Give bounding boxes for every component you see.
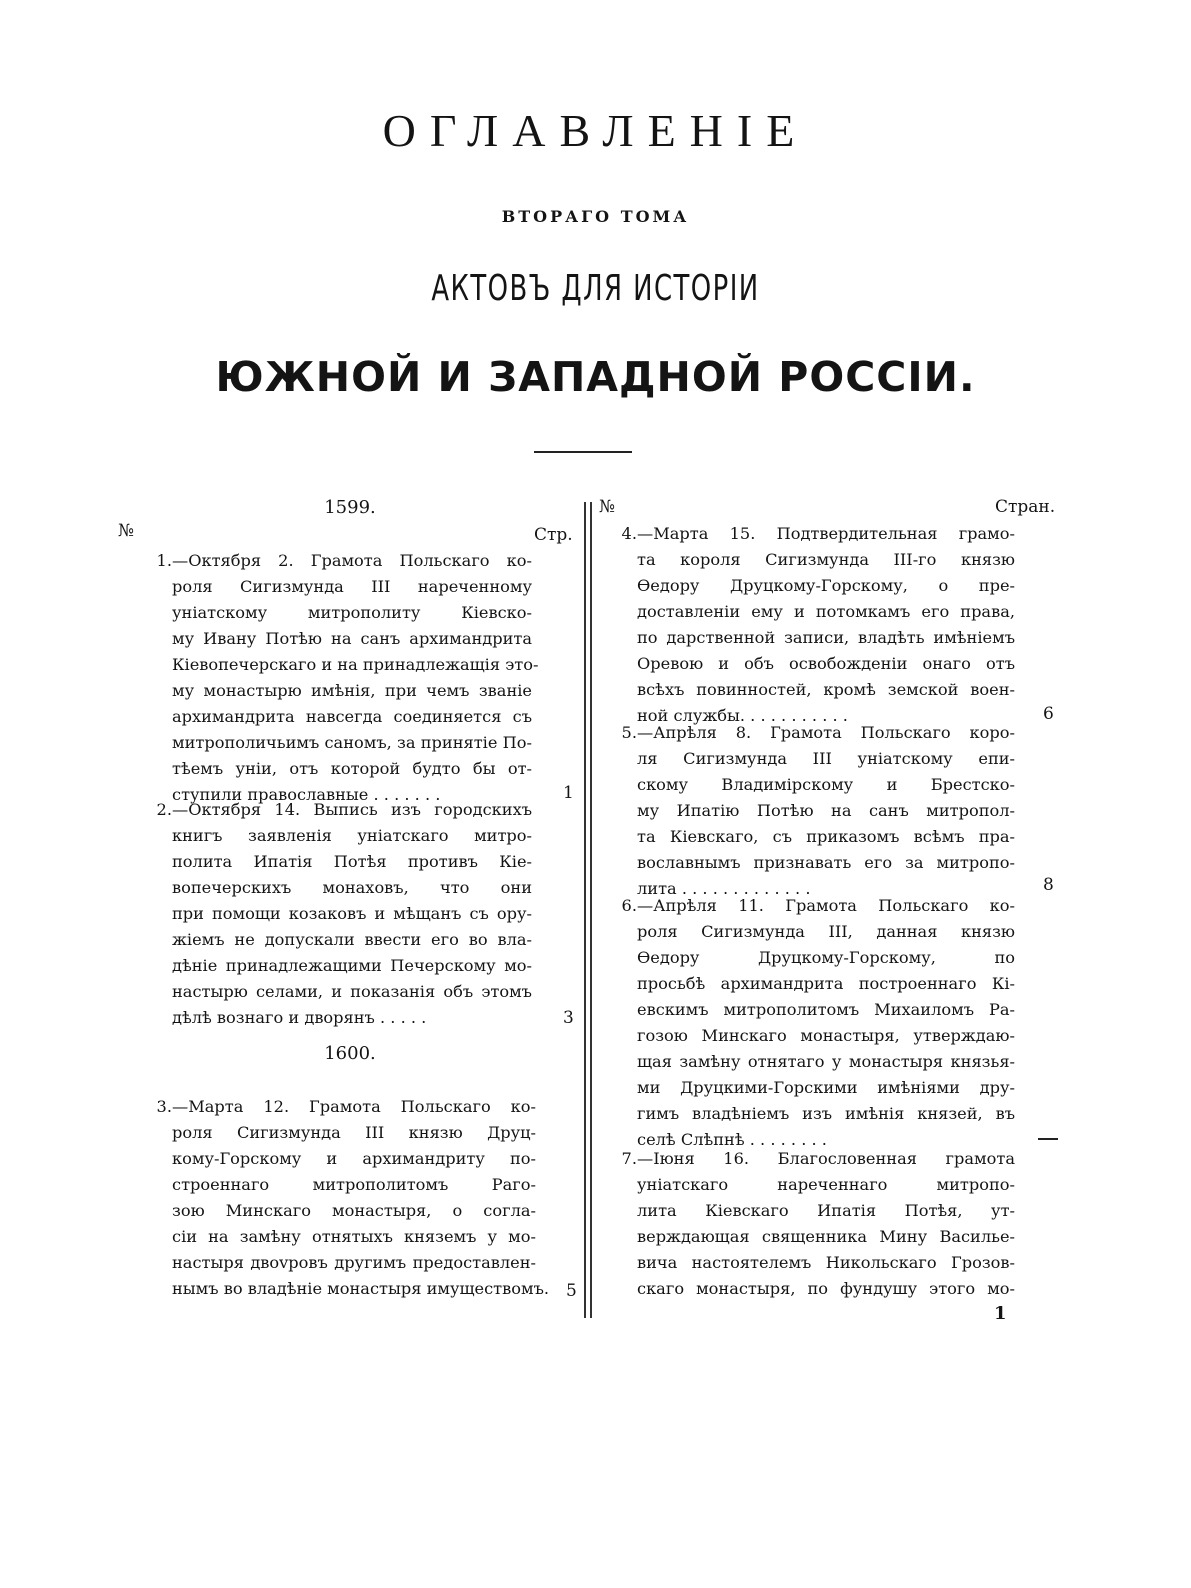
entry-line: дѣніе принадлежащими Печерскому мо- xyxy=(172,956,532,975)
toc-entry-4 xyxy=(0,521,1191,731)
entry-page-dash xyxy=(1038,1138,1058,1140)
entry-page-number: 5 xyxy=(566,1281,577,1301)
entry-line: лита . . . . . . . . . . . . . xyxy=(637,879,811,898)
entry-line: по дарственной записи, владѣть имѣніемъ xyxy=(637,628,1015,647)
entry-line: ми Друцкими-Горскими имѣніями дру- xyxy=(637,1078,1015,1097)
entry-line: настыря двоvровъ другимъ предоставлен- xyxy=(172,1253,536,1272)
entry-line: настырю селами, и показанія объ этомъ xyxy=(172,982,532,1001)
entry-line: сіи на замѣну отнятыхъ княземъ у мо- xyxy=(172,1227,536,1246)
entry-number: 5. xyxy=(621,723,637,742)
entry-line: —Апрѣля 11. Грамота Польскаго ко- xyxy=(637,896,1015,915)
entry-line: му Ипатію Потѣю на санъ митропол- xyxy=(637,801,1015,820)
entry-line: при помощи козаковъ и мѣщанъ съ ору- xyxy=(172,904,532,923)
entry-line: митрополичьимъ саномъ, за принятіе По- xyxy=(172,733,532,752)
right-page-label: Стран. xyxy=(995,497,1056,517)
volume-subtitle: ВТОРАГО ТОМА xyxy=(501,207,690,226)
entry-line: му Ивану Потѣю на санъ архимандрита xyxy=(172,629,532,648)
entry-line: тѣемъ уніи, отъ которой будто бы от- xyxy=(172,759,532,778)
year-heading-1599: 1599. xyxy=(324,497,376,518)
year-heading-1600: 1600. xyxy=(324,1043,376,1064)
entry-page-number: 8 xyxy=(1043,875,1054,895)
entry-line: дѣлѣ вознаго и дворянъ . . . . . xyxy=(172,1008,427,1027)
left-page-label: Стр. xyxy=(534,525,573,545)
entry-line: Ѳедору Друцкому-Горскому, по xyxy=(637,948,1015,967)
entry-line: Оревою и объ освобожденіи онаго отъ xyxy=(637,654,1015,673)
entry-number: 3. xyxy=(156,1097,172,1116)
entry-line: —Октября 2. Грамота Польскаго ко- xyxy=(172,551,532,570)
entry-line: та короля Сигизмунда III-го князю xyxy=(637,550,1015,569)
entry-line: му монастырю имѣнія, при чемъ званіе xyxy=(172,681,532,700)
entry-line: книгъ заявленія уніатскаго митро- xyxy=(172,826,532,845)
entry-page-number: 3 xyxy=(563,1008,574,1028)
entry-line: просьбѣ архимандрита построеннаго Кі- xyxy=(637,974,1015,993)
entry-line: кому-Горскому и архимандриту по- xyxy=(172,1149,536,1168)
entry-page-number: 1 xyxy=(563,783,574,803)
series-subtitle: АКТОВЪ ДЛЯ ИСТОРІИ xyxy=(431,268,760,309)
toc-entry-6 xyxy=(0,893,1191,1155)
entry-line: ля Сигизмунда III уніатскому епи- xyxy=(637,749,1015,768)
entry-line: доставленіи ему и потомкамъ его права, xyxy=(637,602,1015,621)
left-number-label: № xyxy=(118,521,135,541)
entry-line: скому Владимірскому и Брестско- xyxy=(637,775,1015,794)
entry-line: роля Сигизмунда III, данная князю xyxy=(637,922,1015,941)
entry-line: всѣхъ повинностей, кромѣ земской воен- xyxy=(637,680,1015,699)
entry-line: щая замѣну отнятаго у монастыря князья- xyxy=(637,1052,1015,1071)
entry-line: —Апрѣля 8. Грамота Польскаго коро- xyxy=(637,723,1015,742)
entry-number: 6. xyxy=(621,896,637,915)
entry-line: та Кіевскаго, съ приказомъ всѣмъ пра- xyxy=(637,827,1015,846)
entry-line: роля Сигизмунда III князю Друц- xyxy=(172,1123,536,1142)
entry-line: —Марта 12. Грамота Польскаго ко- xyxy=(172,1097,536,1116)
entry-line: уніатскаго нареченнаго митропо- xyxy=(637,1175,1015,1194)
entry-line: селѣ Слѣпнѣ . . . . . . . . xyxy=(637,1130,827,1149)
entry-line: верждающая священника Мину Василье- xyxy=(637,1227,1015,1246)
signature-mark: 1 xyxy=(994,1303,1007,1324)
entry-line: гозою Минскаго монастыря, утверждаю- xyxy=(637,1026,1015,1045)
entry-line: жіемъ не допускали ввести его во вла- xyxy=(172,930,532,949)
entry-number: 2. xyxy=(156,800,172,819)
document-title: ОГЛАВЛЕНІЕ xyxy=(382,105,809,156)
toc-entry-5 xyxy=(0,720,1191,906)
entry-line: гимъ владѣніемъ изъ имѣнія князей, въ xyxy=(637,1104,1015,1123)
entry-line: уніатскому митрополиту Кіевско- xyxy=(172,603,532,622)
entry-line: скаго монастыря, по фундушу этого мо- xyxy=(637,1279,1015,1298)
entry-line: —Марта 15. Подтвердительная грамо- xyxy=(637,524,1015,543)
entry-line: —Іюня 16. Благословенная грамота xyxy=(637,1149,1015,1168)
title-divider xyxy=(534,451,632,453)
entry-number: 4. xyxy=(621,524,637,543)
entry-page-number: 6 xyxy=(1043,704,1054,724)
entry-line: архимандрита навсегда соединяется съ xyxy=(172,707,532,726)
entry-line: зою Минскаго монастыря, о согла- xyxy=(172,1201,536,1220)
region-subtitle: ЮЖНОЙ И ЗАПАДНОЙ РОССІИ. xyxy=(215,353,976,401)
entry-line: —Октября 14. Выпись изъ городскихъ xyxy=(172,800,532,819)
toc-entry-7 xyxy=(0,1146,1191,1302)
entry-line: Кіевопечерскаго и на принадлежащія это- xyxy=(172,655,539,674)
entry-line: вославнымъ признавать его за митропо- xyxy=(637,853,1015,872)
entry-line: роля Сигизмунда III нареченному xyxy=(172,577,532,596)
entry-line: нымъ во владѣніе монастыря имуществомъ. xyxy=(172,1279,550,1298)
entry-line: строеннаго митрополитомъ Раго- xyxy=(172,1175,536,1194)
entry-line: вопечерскихъ монаховъ, что они xyxy=(172,878,532,897)
entry-number: 7. xyxy=(621,1149,637,1168)
entry-line: Ѳедору Друцкому-Горскому, о пре- xyxy=(637,576,1015,595)
entry-line: ступили православные . . . . . . . xyxy=(172,785,441,804)
entry-line: лита Кіевскаго Ипатія Потѣя, ут- xyxy=(637,1201,1015,1220)
entry-line: полита Ипатія Потѣя противъ Кіе- xyxy=(172,852,532,871)
entry-line: евскимъ митрополитомъ Михаиломъ Ра- xyxy=(637,1000,1015,1019)
entry-number: 1. xyxy=(156,551,172,570)
right-number-label: № xyxy=(599,497,616,517)
entry-line: ной службы. . . . . . . . . . . xyxy=(637,706,848,725)
entry-line: вича настоятелемъ Никольскаго Грозов- xyxy=(637,1253,1015,1272)
